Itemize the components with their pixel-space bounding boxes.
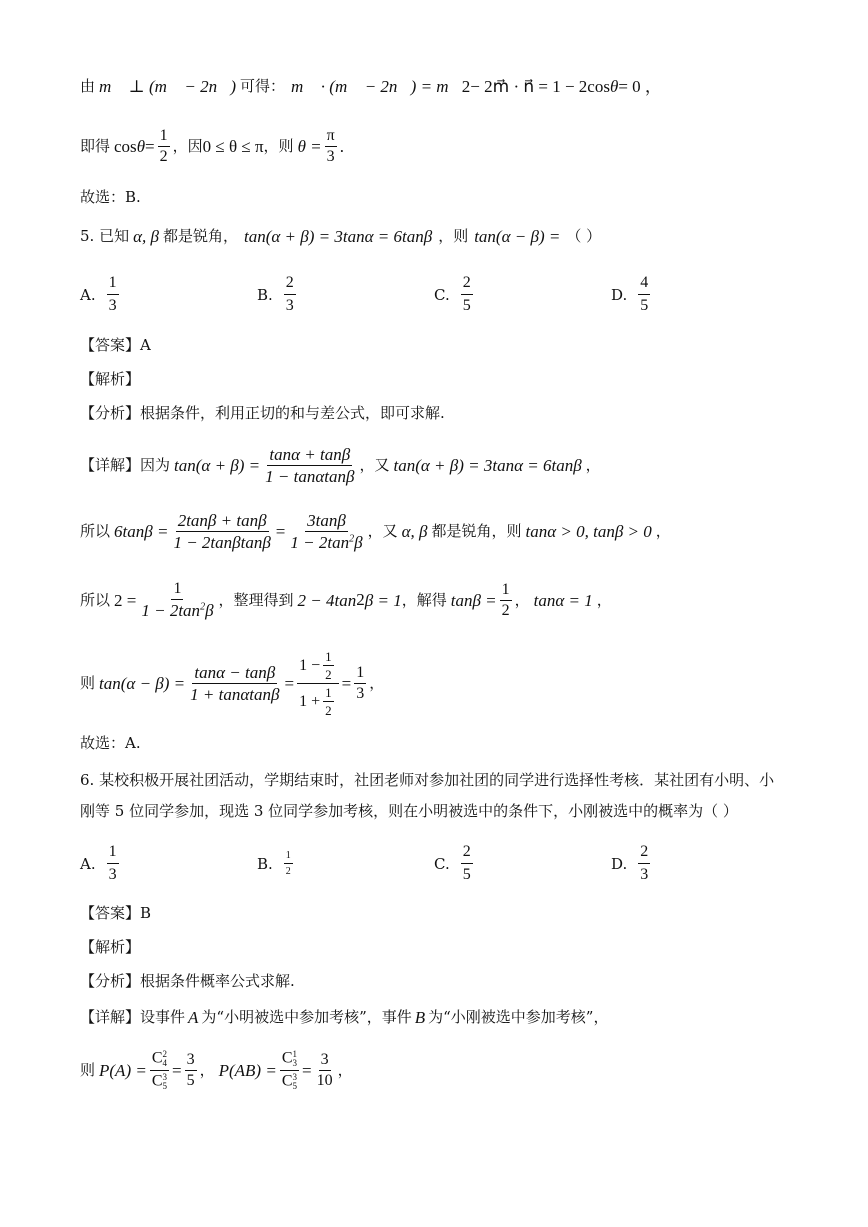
text: ， (585, 456, 601, 474)
text: 则 (80, 674, 96, 692)
denominator: 1 + tanαtanβ (190, 685, 280, 704)
text: 都是锐角， (162, 227, 238, 245)
denominator (288, 532, 364, 551)
fraction (500, 582, 512, 619)
formula: 0 ≤ θ ≤ π (202, 137, 264, 156)
q5-option-b[interactable] (257, 274, 299, 315)
q5-option-d[interactable] (611, 274, 653, 315)
formula: tan(α + β) = 3tanα = 6tanβ (393, 456, 582, 475)
subscript: 5 (162, 1081, 167, 1091)
q5-detail-1 (80, 446, 601, 485)
denominator: 5 (462, 297, 471, 314)
denominator-part: 1 − 2tan (290, 533, 350, 552)
numerator: tanα − tanβ (194, 663, 276, 682)
denominator-part: β (354, 533, 363, 552)
q6-option-b[interactable] (257, 850, 296, 877)
numerator: tanα + tanβ (269, 445, 351, 464)
formula: tanα = 1 (533, 590, 593, 610)
choose-b: 故选：B. (80, 188, 141, 206)
text: ， (199, 1061, 215, 1079)
formula: 2 = (114, 590, 137, 610)
text: ， (337, 1061, 353, 1079)
superscript: 1 (292, 1049, 297, 1059)
denominator: 2 (159, 148, 168, 165)
numerator: 1 (158, 128, 170, 147)
formula: tan(α + β) = 3tanα = 6tanβ (244, 227, 433, 246)
subscript: 3 (292, 1058, 297, 1068)
option-label: B. (257, 285, 273, 304)
q6-option-a[interactable] (80, 843, 122, 884)
question-6-line-2: 刚等 5 位同学参加，现选 3 位同学参加考核，则在小明被选中的条件下，小刚被选中的概率为（ ） (80, 802, 738, 820)
combination-symbol: C (281, 1072, 293, 1090)
numerator (280, 1050, 299, 1071)
fraction (185, 1052, 197, 1089)
denominator-part: β (205, 601, 214, 620)
q6-detail-2 (80, 1050, 353, 1091)
numerator: 1 (107, 274, 119, 295)
text: ，因 (172, 137, 203, 155)
fraction (323, 686, 334, 717)
text: ，又 (367, 522, 398, 540)
text: 5. 已知 (80, 227, 130, 245)
question-6-line-1: 6. 某校积极开展社团活动，学期结束时，社团老师对参加社团的同学进行选择性考核．某社团有小明、小 (80, 771, 775, 789)
q5-answer: 【答案】A (80, 336, 151, 354)
formula: β = 1 (364, 590, 402, 610)
fraction (638, 274, 650, 315)
text: ，则 (263, 137, 294, 155)
superscript: 2 (162, 1049, 167, 1059)
numerator (150, 1050, 169, 1071)
exponent: 2 (200, 601, 206, 613)
q5-detail-2 (80, 512, 671, 551)
option-label: B. (257, 854, 273, 873)
q6-detail-1 (80, 1009, 608, 1026)
fraction (284, 850, 293, 877)
text: 【详解】因为 (80, 456, 171, 474)
formula: = (275, 522, 286, 541)
formula: θ (136, 137, 146, 156)
fraction (354, 665, 366, 702)
denominator (139, 600, 215, 619)
fraction (188, 664, 281, 703)
fraction (461, 843, 473, 884)
fraction (107, 843, 119, 884)
option-label: D. (611, 285, 628, 304)
formula: B (414, 1008, 426, 1027)
q5-option-c[interactable] (434, 274, 476, 315)
denominator: 5 (186, 1072, 195, 1089)
fraction (461, 274, 473, 315)
q6-fenxi: 【分析】根据条件概率公式求解. (80, 972, 295, 990)
q5-detail-3: 所以 2 = $\frac{1}{1 - 2\tan^2\beta}$ ，整理得到 2 − 4tan 2 β = 1 ，解得 tanβ = $\frac{1}{2}$ ， tanα = 1 ， (80, 580, 612, 620)
denominator: 10 (316, 1072, 333, 1089)
text: 所以 (80, 590, 111, 609)
formula: . (339, 137, 344, 156)
formula: = (341, 674, 352, 693)
fraction (323, 650, 334, 681)
text: 为“小明被选中参加考核”，事件 (201, 1008, 412, 1026)
text: ， (369, 674, 385, 692)
denominator: 3 (108, 297, 117, 314)
formula: α, β (133, 227, 159, 246)
denominator: 3 (356, 685, 365, 702)
numerator: 3tanβ (307, 511, 346, 530)
formula: tanβ = (450, 590, 497, 610)
denominator: 2 (285, 866, 291, 877)
text: （ ） (566, 227, 602, 245)
formula: m⃗ ⊥ (m⃗ − 2n⃗) (99, 77, 237, 96)
numerator: π (325, 128, 337, 147)
formula: = (301, 1061, 312, 1080)
formula: 2 − 4tan (297, 590, 357, 610)
q5-analysis: 【解析】 (80, 370, 141, 388)
question-5 (80, 228, 601, 245)
formula: − 2m⃗ · n⃗ = 1 − 2cos (470, 77, 610, 96)
formula: α, β (401, 522, 428, 541)
formula: θ = (297, 137, 322, 156)
q5-fenxi: 【分析】根据条件，利用正切的和与差公式，即可求解. (80, 404, 445, 422)
complex-fraction (297, 650, 339, 717)
denominator-part: 1 − 2tan (141, 601, 201, 620)
fraction (139, 581, 215, 619)
text: ，整理得到 (218, 590, 294, 609)
text: ，又 (359, 456, 390, 474)
fraction (280, 1050, 299, 1091)
text: ，解得 (401, 590, 447, 609)
text: ， (596, 590, 612, 609)
numerator: 4 (638, 274, 650, 295)
numerator: 1 (500, 582, 512, 601)
q5-detail-4 (80, 650, 384, 717)
formula: tanα > 0, tanβ > 0 (525, 522, 652, 541)
line-cos-theta (80, 128, 344, 165)
formula: θ (609, 77, 619, 96)
denominator: 3 (640, 866, 649, 883)
numerator: 2 (461, 843, 473, 864)
denominator: 3 (326, 148, 335, 165)
text: 所以 (80, 522, 111, 540)
formula: = (284, 674, 295, 693)
formula: = (145, 137, 155, 156)
exponent: 2 (349, 533, 355, 545)
formula: tan(α − β) = (99, 674, 186, 693)
q6-answer: 【答案】B (80, 904, 152, 922)
fraction (263, 446, 356, 485)
denominator: 1 − tanαtanβ (265, 467, 355, 486)
formula: tan(α − β) = (474, 227, 561, 246)
combination-symbol: C (151, 1072, 163, 1090)
numerator (297, 650, 339, 684)
denominator: 2 (325, 703, 332, 718)
q6-analysis: 【解析】 (80, 938, 141, 956)
denominator (280, 1071, 299, 1091)
numerator: 1 (171, 581, 183, 600)
line-perpendicular: 由 m⃗ ⊥ (m⃗ − 2n⃗) 可得： m⃗ · (m⃗ − 2n⃗) = m⃗ 2 − 2m⃗ · n⃗ = 1 − 2cos θ = 0 ， (80, 76, 662, 96)
numerator: 2tanβ + tanβ (177, 511, 267, 530)
q5-option-a[interactable] (80, 274, 122, 315)
subscript: 5 (292, 1081, 297, 1091)
numerator: 1 (107, 843, 119, 864)
denominator-part: 1 + (299, 692, 321, 710)
numerator: 2 (461, 274, 473, 295)
q6-option-c[interactable] (434, 843, 476, 884)
formula: 6tanβ = (114, 522, 169, 541)
numerator: 3 (319, 1052, 331, 1071)
denominator: 1 − 2tanβtanβ (173, 533, 271, 552)
q5-choose: 故选：A. (80, 734, 141, 752)
fraction (150, 1050, 169, 1091)
text: 【详解】设事件 (80, 1008, 186, 1026)
numerator-part: 1 − (299, 656, 321, 674)
text: ，则 (438, 227, 469, 245)
denominator: 2 (325, 667, 332, 682)
text: ， (514, 590, 530, 609)
option-label: A. (80, 854, 96, 873)
formula: = 0 ， (618, 77, 662, 96)
text: 为“小刚被选中参加考核”， (428, 1008, 609, 1026)
denominator (150, 1071, 169, 1091)
fraction (107, 274, 119, 315)
combination-symbol: C (281, 1049, 293, 1067)
text: 可得： (240, 77, 286, 95)
text: ， (655, 522, 671, 540)
option-label: D. (611, 854, 628, 873)
text: 即得 (80, 137, 111, 155)
denominator: 2 (501, 601, 510, 619)
fraction (638, 843, 650, 884)
denominator: 5 (640, 297, 649, 314)
numerator: 1 (325, 649, 332, 664)
option-label: C. (434, 854, 450, 873)
combination-symbol: C (151, 1049, 163, 1067)
numerator: 1 (284, 850, 293, 864)
option-label: C. (434, 285, 450, 304)
fraction (325, 128, 337, 165)
superscript: 3 (162, 1072, 167, 1082)
formula: tan(α + β) = (174, 456, 261, 475)
text: 由 (80, 77, 96, 95)
numerator: 3 (185, 1052, 197, 1071)
numerator: 1 (354, 665, 366, 684)
denominator: 3 (285, 297, 294, 314)
formula: A (188, 1008, 199, 1027)
denominator: 3 (108, 866, 117, 883)
formula: P(A) = (99, 1061, 147, 1080)
text: 则 (80, 1061, 96, 1079)
numerator: 2 (284, 274, 296, 295)
fraction (315, 1052, 335, 1089)
formula: P(AB) = (218, 1061, 277, 1080)
denominator: 5 (462, 866, 471, 883)
superscript: 3 (292, 1072, 297, 1082)
formula: m⃗ · (m⃗ − 2n⃗) = m⃗ (291, 77, 462, 96)
numerator: 2 (638, 843, 650, 864)
formula: = (172, 1061, 182, 1080)
subscript: 4 (162, 1058, 167, 1068)
formula: cos (114, 137, 137, 156)
fraction (158, 128, 170, 165)
text: 都是锐角，则 (431, 522, 522, 540)
option-label: A. (80, 285, 96, 304)
fraction (288, 512, 364, 551)
fraction (284, 274, 296, 315)
fraction (171, 512, 272, 551)
q6-option-d[interactable] (611, 843, 653, 884)
numerator: 1 (325, 685, 332, 700)
denominator (297, 684, 339, 717)
